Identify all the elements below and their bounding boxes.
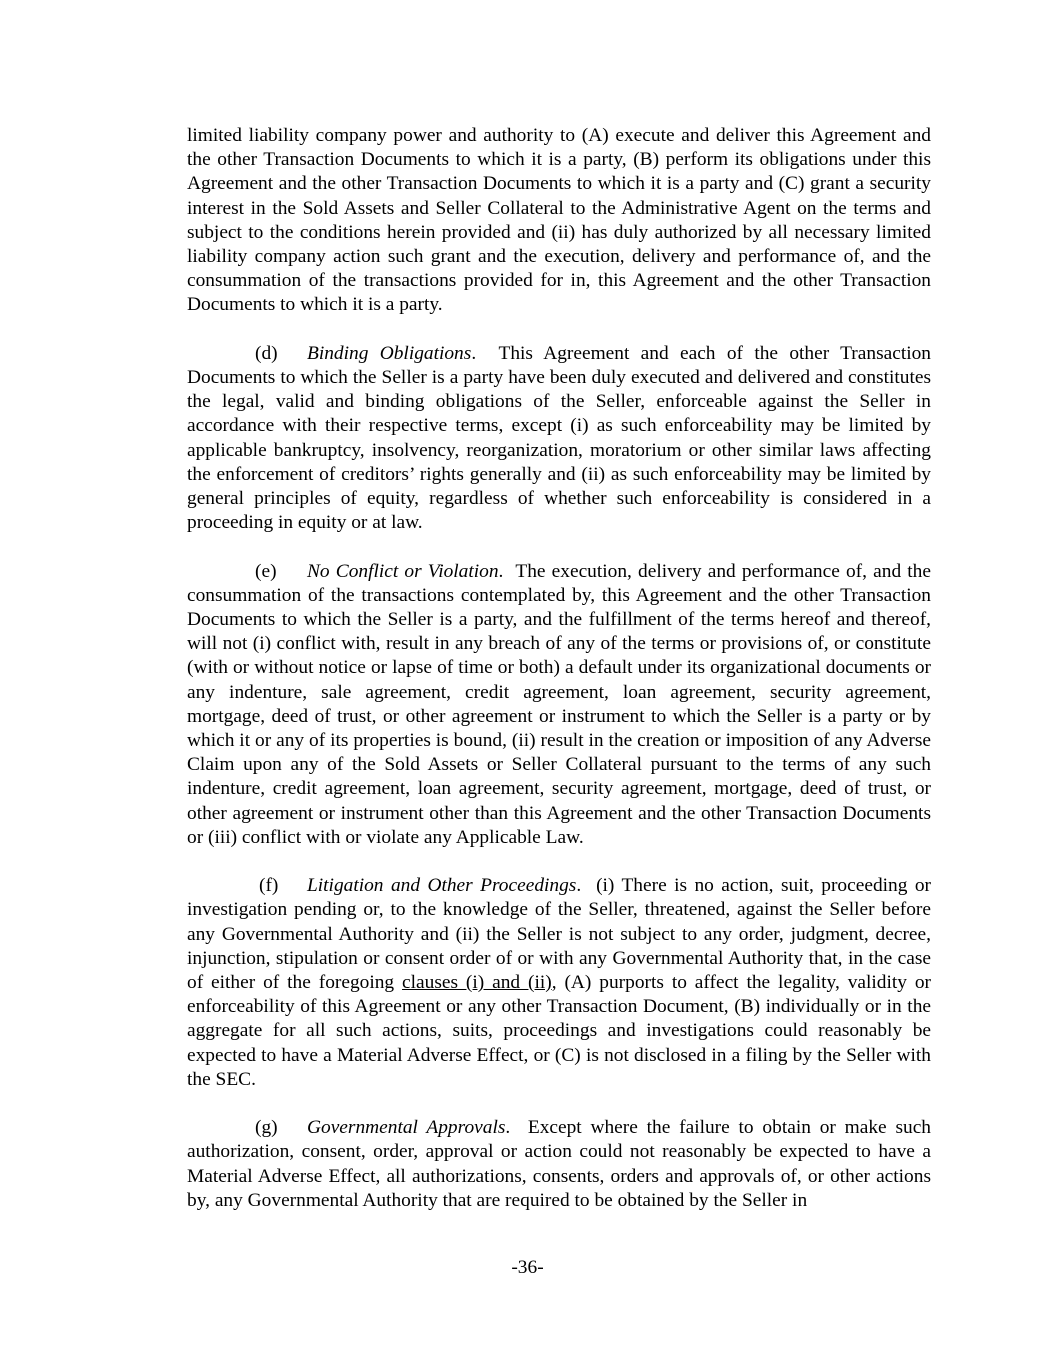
section-number: (g) bbox=[255, 1117, 278, 1139]
section-number: (d) bbox=[255, 342, 278, 364]
continued-paragraph: limited liability company power and authority to (A) execute and deliver this Agreement and the other Transaction Documents to which it is a party, (B) perform its obligations under this Agreement and the other Transaction Documents to which it is a party and (C) grant a security interest in the Sold Assets and Seller Collateral to the Administrative Agent on the terms and subject to the conditions herein provided and (ii) has duly authorized by all necessary limited liability company action such grant and the execution, delivery and performance of, and the consummation of the transactions provided for in, this Agreement and the other Transaction Documents to which it is a party. bbox=[187, 125, 931, 316]
section-g-governmental-approvals: (g) Governmental Approvals. Except where the failure to obtain or make such authorization, consent, order, approval or action could not reasonably be expected to have a Material Adverse Effect, all authorizations, consents, orders and approvals of, or other actions by, any Governmental Authority that are required to be obtained by the Seller in bbox=[187, 1117, 932, 1211]
section-number: (f) bbox=[259, 875, 279, 897]
section-body: (i) There is no action, suit, proceeding or investigation pending or, to the knowledge of the Seller, threatened, against the Seller before any Governmental Authority and (ii) the Seller is not subject to any order, judgment, decree, injunction, stipulation or consent order of or with any Governmental Authority that, in the case of either of the foregoing bbox=[187, 875, 931, 994]
section-number: (e) bbox=[255, 560, 277, 582]
section-heading: No Conflict or Violation bbox=[307, 560, 499, 582]
section-body: The execution, delivery and performance of, and the consummation of the transactions contemplated by, this Agreement and the other Transaction Documents to which the Seller is a party, and the fulfillment of the terms hereof and thereof, will not (i) conflict with, result in any breach of any of the terms or provisions of, or constitute (with or without notice or lapse of time or both) a default under its organizational documents or any indenture, sale agreement, credit agreement, loan agreement, security agreement, mortgage, deed of trust, or other agreement or instrument to which the Seller is a party or by which it or any of its properties is bound, (ii) result in the creation or imposition of any Adverse Claim upon any of the Sold Assets or Seller Collateral pursuant to the terms of any such indenture, credit agreement, loan agreement, security agreement, mortgage, deed of trust, or other agreement or instrument other than this Agreement and the other Transaction Documents or (iii) conflict with or violate any Applicable Law. bbox=[187, 560, 931, 848]
section-body: This Agreement and each of the other Transaction Documents to which the Seller is a party have been duly executed and delivered and constitutes the legal, valid and binding obligations of the Seller, enforceable against the Seller in accordance with their respective terms, except (i) as such enforceability may be limited by applicable bankruptcy, insolvency, reorganization, moratorium or other similar laws affecting the enforcement of creditors’ rights generally and (ii) as such enforceability may be limited by general principles of equity, regardless of whether such enforceability is considered in a proceeding in equity or at law. bbox=[187, 342, 931, 534]
section-heading: Binding Obligations bbox=[307, 342, 472, 364]
section-e-no-conflict: (e) No Conflict or Violation. The execution, delivery and performance of, and the consummation of the transactions contemplated by, this Agreement and the other Transaction Documents to which the Seller is a party, and the fulfillment of the terms hereof and thereof, will not (i) conflict with, result in any breach of any of the terms or provisions of, or constitute (with or without notice or lapse of time or both) a default under its organizational documents or any indenture, sale agreement, credit agreement, loan agreement, security agreement, mortgage, deed of trust, or other agreement or instrument to which the Seller is a party or by which it or any of its properties is bound, (ii) result in the creation or imposition of any Adverse Claim upon any of the Sold Assets or Seller Collateral pursuant to the terms of any such indenture, credit agreement, loan agreement, security agreement, mortgage, deed of trust, or other agreement or instrument other than this Agreement and the other Transaction Documents or (iii) conflict with or violate any Applicable Law. bbox=[187, 560, 931, 848]
section-heading: Litigation and Other Proceedings bbox=[307, 875, 577, 897]
document-page bbox=[187, 124, 931, 1237]
page-number: -36- bbox=[511, 1257, 544, 1278]
section-body-continued: , (A) purports to affect the legality, validity or enforceability of this Agreement or any other Transaction Document, (B) individually or in the aggregate for all such actions, suits, proceedings and investigations could reasonably be expected to have a Material Adverse Effect, or (C) is not disclosed in a filing by the Seller with the SEC. bbox=[187, 972, 931, 1090]
clause-reference: clauses (i) and (ii) bbox=[402, 972, 552, 994]
section-d-binding-obligations: (d) Binding Obligations. This Agreement and each of the other Transaction Documents to which the Seller is a party have been duly executed and delivered and constitutes the legal, valid and binding obligations of the Seller, enforceable against the Seller in accordance with their respective terms, except (i) as such enforceability may be limited by applicable bankruptcy, insolvency, reorganization, moratorium or other similar laws affecting the enforcement of creditors’ rights generally and (ii) as such enforceability may be limited by general principles of equity, regardless of whether such enforceability is considered in a proceeding in equity or at law. bbox=[187, 342, 931, 534]
section-body: Except where the failure to obtain or make such authorization, consent, order, approval or action could not reasonably be expected to have a Material Adverse Effect, all authorizations, consents, orders and approvals of, or other actions by, any Governmental Authority that are required to be obtained by the Seller in bbox=[187, 1117, 932, 1211]
section-heading: Governmental Approvals bbox=[307, 1117, 506, 1139]
section-f-litigation: (f) Litigation and Other Proceedings. (i) There is no action, suit, proceeding or investigation pending or, to the knowledge of the Seller, threatened, against the Seller before any Governmental Authority and (ii) the Seller is not subject to any order, judgment, decree, injunction, stipulation or consent order of or with any Governmental Authority that, in the case of either of the foregoing clauses (i) and (ii), (A) purports to affect the legality, validity or enforceability of this Agreement or any other Transaction Document, (B) individually or in the aggregate for all such actions, suits, proceedings and investigations could reasonably be expected to have a Material Adverse Effect, or (C) is not disclosed in a filing by the Seller with the SEC. bbox=[187, 875, 931, 1090]
